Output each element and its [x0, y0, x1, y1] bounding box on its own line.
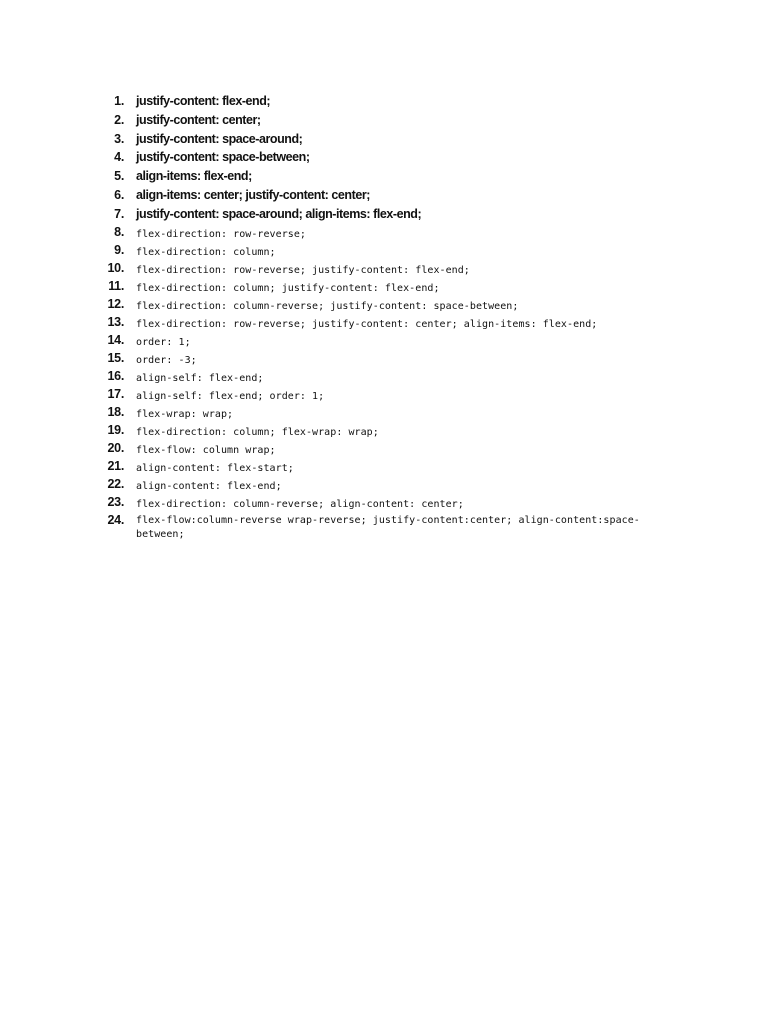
- item-number: 10.: [107, 260, 124, 275]
- item-code: flex-direction: column-reverse; align-content: center;: [136, 498, 464, 510]
- item-code: flex-flow:column-reverse wrap-reverse; justify-content:center; align-content:space-between;: [136, 514, 640, 540]
- item-number: 8.: [114, 224, 124, 239]
- item-code: flex-direction: column; justify-content: flex-end;: [136, 282, 440, 294]
- item-code: order: -3;: [136, 354, 197, 366]
- list-item: [0, 440, 768, 458]
- item-number: 16.: [107, 368, 124, 383]
- item-number: 24.: [107, 512, 124, 527]
- list-item: [0, 404, 768, 422]
- list-item: [0, 458, 768, 476]
- list-item: [0, 368, 768, 386]
- item-text: align-items: flex-end;: [136, 169, 252, 184]
- list-item: [0, 386, 768, 404]
- list-item: [0, 111, 768, 130]
- item-number: 6.: [114, 187, 124, 202]
- item-number: 7.: [114, 206, 124, 221]
- item-number: 1.: [114, 94, 124, 108]
- list-item: [0, 130, 768, 149]
- item-code: align-content: flex-end;: [136, 480, 282, 492]
- answer-list: [0, 92, 768, 542]
- list-item: [0, 422, 768, 440]
- item-number: 14.: [107, 332, 124, 347]
- list-item: [0, 167, 768, 186]
- list-item: [0, 512, 768, 542]
- item-number: 21.: [107, 458, 124, 473]
- list-item: [0, 148, 768, 167]
- list-item: [0, 314, 768, 332]
- item-number: 22.: [107, 476, 124, 491]
- item-text: justify-content: center;: [136, 112, 261, 127]
- item-number: 18.: [107, 404, 124, 419]
- item-code: flex-wrap: wrap;: [136, 408, 234, 420]
- item-code: order: 1;: [136, 336, 191, 348]
- list-item: [0, 350, 768, 368]
- list-item: [0, 205, 768, 224]
- list-item: [0, 494, 768, 512]
- item-text: justify-content: space-around; align-items: flex-end;: [136, 206, 422, 221]
- item-number: 20.: [107, 440, 124, 455]
- item-text: justify-content: space-between;: [136, 150, 310, 165]
- item-code: align-content: flex-start;: [136, 462, 294, 474]
- item-number: 11.: [108, 278, 124, 293]
- item-code: align-self: flex-end;: [136, 372, 264, 384]
- list-item: [0, 296, 768, 314]
- item-number: 4.: [114, 150, 124, 165]
- item-number: 17.: [107, 386, 124, 401]
- item-number: 5.: [114, 169, 124, 184]
- item-number: 12.: [107, 296, 124, 311]
- item-code: flex-direction: column; flex-wrap: wrap;: [136, 426, 379, 438]
- list-item: [0, 476, 768, 494]
- item-number: 13.: [107, 314, 124, 329]
- list-item: [0, 224, 768, 242]
- list-item: [0, 186, 768, 205]
- item-code: flex-direction: column-reverse; justify-content: space-between;: [136, 300, 519, 312]
- item-code: flex-direction: row-reverse; justify-content: center; align-items: flex-end;: [136, 318, 598, 330]
- item-code: flex-direction: column;: [136, 246, 276, 258]
- list-item: [0, 242, 768, 260]
- item-number: 3.: [114, 131, 124, 146]
- item-text: align-items: center; justify-content: center;: [136, 187, 370, 202]
- item-text: justify-content: space-around;: [136, 131, 303, 146]
- item-code: align-self: flex-end; order: 1;: [136, 390, 325, 402]
- item-number: 19.: [107, 422, 124, 437]
- list-item: [0, 332, 768, 350]
- item-text: justify-content: flex-end;: [136, 94, 271, 108]
- item-number: 15.: [107, 350, 124, 365]
- list-item: [0, 278, 768, 296]
- item-number: 23.: [107, 494, 124, 509]
- list-item: [0, 260, 768, 278]
- item-code: flex-flow: column wrap;: [136, 444, 276, 456]
- item-code: flex-direction: row-reverse; justify-content: flex-end;: [136, 264, 470, 276]
- list-item: [0, 92, 768, 111]
- item-number: 9.: [114, 242, 124, 257]
- item-code: flex-direction: row-reverse;: [136, 228, 306, 240]
- item-number: 2.: [114, 112, 124, 127]
